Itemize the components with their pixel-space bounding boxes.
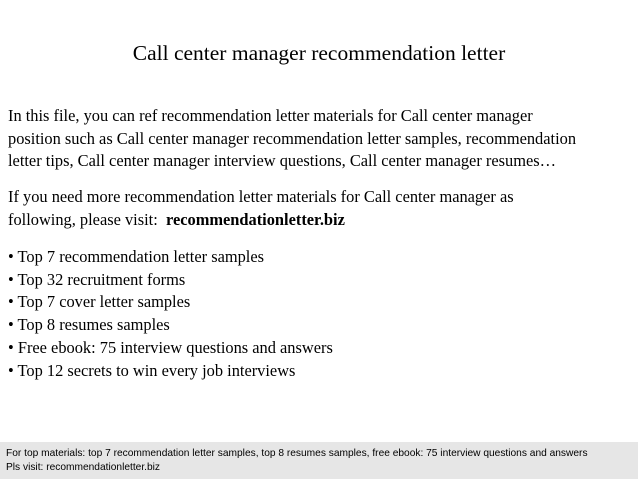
materials-list: [8, 246, 333, 382]
footer-line: Pls visit: recommendationletter.biz: [6, 462, 161, 473]
visit-line: If you need more recommendation letter materials for Call center manager as: [8, 187, 514, 206]
list-item: • Top 7 recommendation letter samples: [8, 247, 264, 266]
intro-paragraph: [8, 105, 633, 173]
list-item: • Top 8 resumes samples: [8, 315, 170, 335]
footer-bar: [0, 442, 638, 479]
intro-line: position such as Call center manager recommendation letter samples, recommendation: [8, 128, 577, 148]
website-link[interactable]: recommendationletter.biz: [165, 209, 345, 229]
page-title: Call center manager recommendation letter: [132, 41, 506, 65]
list-item: • Free ebook: 75 interview questions and answers: [8, 337, 333, 357]
footer-text: [6, 447, 588, 475]
visit-line: [8, 209, 633, 232]
visit-paragraph: [8, 186, 633, 231]
visit-prefix: following, please visit:: [8, 209, 158, 229]
list-item: • Top 12 secrets to win every job interviews: [8, 360, 296, 380]
intro-line: In this file, you can ref recommendation letter materials for Call center manager: [8, 106, 533, 125]
footer-line: For top materials: top 7 recommendation letter samples, top 8 resumes samples, free ebook: 75 interview questions and answers: [6, 448, 588, 459]
intro-line: letter tips, Call center manager interview questions, Call center manager resumes…: [8, 151, 556, 170]
list-item: • Top 32 recruitment forms: [8, 269, 186, 289]
list-item: • Top 7 cover letter samples: [8, 292, 191, 312]
